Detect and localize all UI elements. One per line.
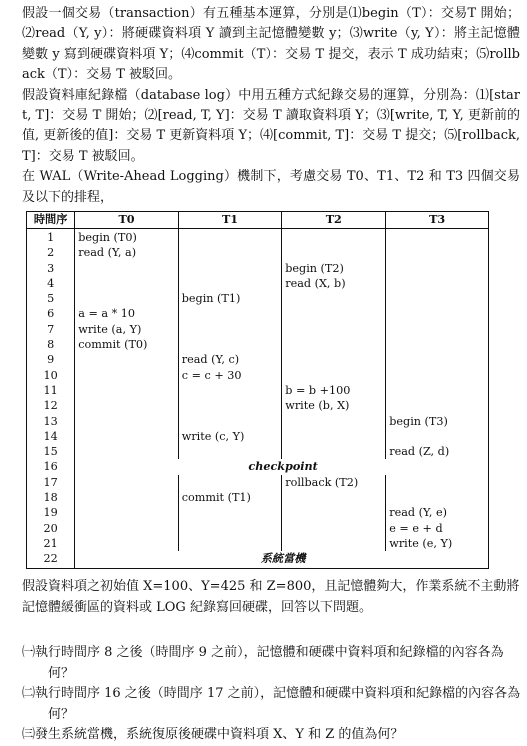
cell-seq: 16 [27,459,75,474]
wal-paragraph: 在 WAL（Write-Ahead Logging）機制下，考慮交易 T0、T1、T2 和 T3 四個交易及以下的排程， [22,169,520,205]
cell-t1 [178,475,282,490]
cell-seq: 15 [27,444,75,459]
cell-t2 [282,521,386,536]
cell-t0 [75,490,179,505]
header-t0: T0 [75,212,179,229]
cell-t3 [386,429,489,444]
cell-t3 [386,306,489,321]
cell-t3: begin (T3) [386,414,489,429]
schedule-body [27,229,489,569]
cell-t0 [75,414,179,429]
cell-t0: a = a * 10 [75,306,179,321]
cell-seq: 2 [27,245,75,260]
question-list [22,643,522,746]
cell-t3 [386,276,489,291]
cell-t1 [178,276,282,291]
cell-seq: 5 [27,291,75,306]
cell-t3: read (Y, e) [386,505,489,520]
cell-t1 [178,261,282,276]
cell-seq: 18 [27,490,75,505]
assumption-text [22,576,520,618]
header-t2: T2 [282,212,386,229]
cell-seq: 9 [27,352,75,367]
table-row [27,444,489,459]
cell-t3: write (e, Y) [386,536,489,551]
cell-seq: 19 [27,505,75,520]
cell-t2 [282,306,386,321]
cell-t1 [178,505,282,520]
cell-seq: 4 [27,276,75,291]
table-row [27,352,489,367]
table-row [27,245,489,260]
cell-t0: commit (T0) [75,337,179,352]
header-t3: T3 [386,212,489,229]
checkpoint-row [27,459,489,474]
cell-t3 [386,398,489,413]
cell-t2 [282,368,386,383]
cell-t0 [75,291,179,306]
cell-t1 [178,414,282,429]
cell-t1: read (Y, c) [178,352,282,367]
cell-t3 [386,368,489,383]
table-row [27,536,489,551]
table-row [27,505,489,520]
table-row [27,276,489,291]
cell-t3 [386,261,489,276]
cell-t2 [282,536,386,551]
cell-t2 [282,490,386,505]
table-row [27,414,489,429]
operations-paragraph: 假設一個交易（transaction）有五種基本運算，分別是⑴begin（T）：交易T 開始；⑵read（Y, y）：將硬碟資料項 Y 讀到主記憶體變數 y；⑶write（y, Y）：將主記憶體變數 y 寫到硬碟資料項 Y；⑷commit（T）：交易 T 提交，表示 T 成功結束；⑸rollback（T）：交易 T 被駁回。 [22,6,520,83]
cell-t0: read (Y, a) [75,245,179,260]
table-row [27,306,489,321]
cell-t1: commit (T1) [178,490,282,505]
cell-t2: read (X, b) [282,276,386,291]
cell-t2: write (b, X) [282,398,386,413]
cell-t2 [282,245,386,260]
cell-seq: 22 [27,551,75,568]
cell-seq: 6 [27,306,75,321]
log-format-paragraph: 假設資料庫紀錄檔（database log）中用五種方式紀錄交易的運算，分別為：⑴[start, T]：交易 T 開始；⑵[read, T, Y]：交易 T 讀取資料項 Y；⑶[write, T, Y, 更新前的值, 更新後的值]：交易 T 更新資料項 Y；⑷[commit, T]：交易 T 提交；⑸[rollback, T]：交易 T 被駁回。 [22,87,520,164]
table-row [27,429,489,444]
table-row [27,475,489,490]
schedule-table [26,211,489,569]
header-t1: T1 [178,212,282,229]
cell-t3 [386,475,489,490]
system-crash-row [27,551,489,568]
cell-t0 [75,352,179,367]
cell-t1 [178,245,282,260]
cell-seq: 17 [27,475,75,490]
cell-t1 [178,536,282,551]
table-row [27,398,489,413]
cell-t2: begin (T2) [282,261,386,276]
question-2: ㈡執行時間序 16 之後（時間序 17 之前），記憶體和硬碟中資料項和紀錄檔的內容各為何？ [22,686,521,722]
cell-seq: 11 [27,383,75,398]
cell-t0 [75,536,179,551]
cell-t2: rollback (T2) [282,475,386,490]
cell-t0 [75,261,179,276]
schedule-header-row [27,212,489,229]
checkpoint-label: checkpoint [75,459,489,474]
cell-t2 [282,505,386,520]
cell-t3 [386,245,489,260]
cell-t2: b = b +100 [282,383,386,398]
cell-t3 [386,352,489,367]
cell-t3 [386,291,489,306]
cell-t3: read (Z, d) [386,444,489,459]
cell-t2 [282,229,386,246]
table-row [27,490,489,505]
cell-t2 [282,322,386,337]
cell-seq: 13 [27,414,75,429]
cell-t3 [386,229,489,246]
cell-t2 [282,444,386,459]
cell-t1 [178,322,282,337]
cell-t0 [75,505,179,520]
cell-seq: 3 [27,261,75,276]
table-row [27,521,489,536]
cell-t1 [178,521,282,536]
problem-intro [22,4,520,208]
cell-t1: write (c, Y) [178,429,282,444]
cell-t0 [75,429,179,444]
table-row [27,229,489,246]
table-row [27,322,489,337]
assumption-paragraph: 假設資料項之初始值 X=100、Y=425 和 Z=800，且記憶體夠大，作業系統不主動將記憶體緩衝區的資料或 LOG 紀錄寫回硬碟，回答以下問題。 [22,579,520,615]
table-row [27,368,489,383]
question-3: ㈢發生系統當機，系統復原後硬碟中資料項 X、Y 和 Z 的值為何？ [22,727,404,742]
cell-t0 [75,276,179,291]
cell-seq: 21 [27,536,75,551]
cell-t1 [178,444,282,459]
cell-t0 [75,521,179,536]
table-row [27,383,489,398]
cell-t0 [75,398,179,413]
table-row [27,337,489,352]
cell-t2 [282,291,386,306]
cell-seq: 8 [27,337,75,352]
cell-t2 [282,352,386,367]
cell-t0 [75,444,179,459]
cell-t1: c = c + 30 [178,368,282,383]
cell-t2 [282,429,386,444]
cell-t1 [178,383,282,398]
cell-t0 [75,383,179,398]
cell-t0: begin (T0) [75,229,179,246]
cell-t2 [282,337,386,352]
cell-t3: e = e + d [386,521,489,536]
cell-t1 [178,306,282,321]
cell-seq: 10 [27,368,75,383]
question-1: ㈠執行時間序 8 之後（時間序 9 之前），記憶體和硬碟中資料項和紀錄檔的內容各為何？ [22,645,504,681]
cell-t0: write (a, Y) [75,322,179,337]
cell-t0 [75,368,179,383]
table-row [27,261,489,276]
cell-t3 [386,383,489,398]
cell-t3 [386,337,489,352]
cell-t3 [386,490,489,505]
table-row [27,291,489,306]
cell-t2 [282,414,386,429]
cell-t1 [178,398,282,413]
cell-seq: 1 [27,229,75,246]
cell-seq: 14 [27,429,75,444]
cell-t1 [178,229,282,246]
cell-t1: begin (T1) [178,291,282,306]
system-crash-label: 系統當機 [75,551,489,568]
header-seq: 時間序 [27,212,75,229]
cell-t1 [178,337,282,352]
cell-seq: 12 [27,398,75,413]
cell-seq: 20 [27,521,75,536]
cell-t0 [75,475,179,490]
cell-t3 [386,322,489,337]
cell-seq: 7 [27,322,75,337]
